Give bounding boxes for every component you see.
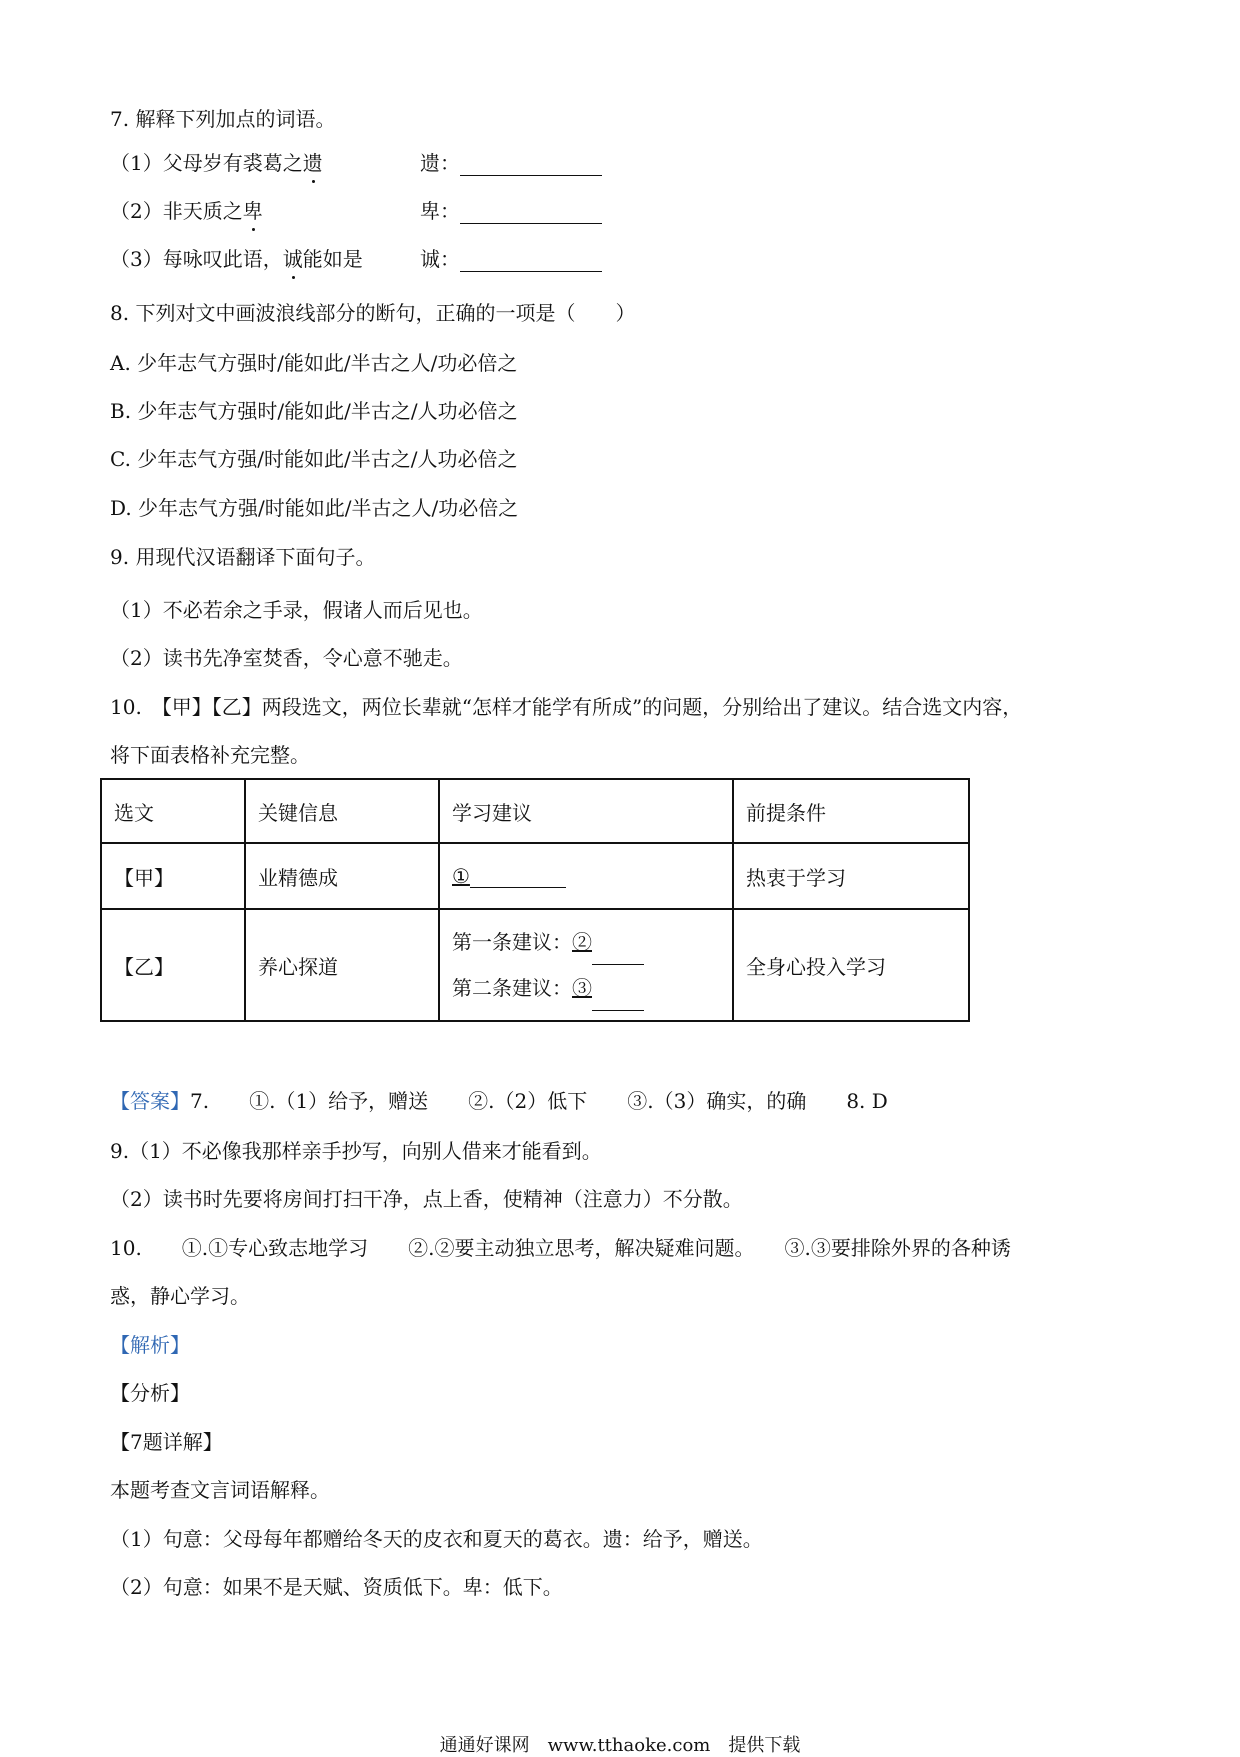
q7-item-1-blank[interactable]	[460, 153, 602, 176]
q7-item-2-answer	[420, 198, 602, 224]
analysis-q7-detail: 【7题详解】	[110, 1430, 223, 1454]
advice-2-blank[interactable]	[592, 942, 644, 965]
q7-item-2-dotted-word: 卑	[242, 199, 263, 223]
advice-3-blank[interactable]	[592, 988, 644, 1011]
table-cell-premise: 热衷于学习	[733, 843, 969, 909]
q8-option-b[interactable]: B. 少年志气方强时/能如此/半古之/人功必倍之	[110, 399, 518, 423]
table-cell-advice	[439, 843, 733, 909]
q9-item-1: （1）不必若余之手录，假诸人而后见也。	[110, 598, 483, 622]
table-header-row	[101, 779, 969, 843]
advice-1-blank[interactable]	[470, 865, 566, 888]
q8-option-a[interactable]: A. 少年志气方强时/能如此/半古之人/功必倍之	[110, 351, 518, 375]
table-row	[101, 843, 969, 909]
q7-item-1-dotted-word: 遗	[302, 151, 323, 175]
analysis-item-2: （2）句意：如果不是天赋、资质低下。卑：低下。	[110, 1575, 563, 1599]
table-cell-premise: 全身心投入学习	[733, 909, 969, 1021]
advice-2-label: 第一条建议：	[452, 930, 572, 954]
q7-item-2-label: 卑：	[420, 199, 460, 223]
q7-item-3-blank[interactable]	[460, 249, 602, 272]
answer-line-3: （2）读书时先要将房间打扫干净，点上香，使精神（注意力）不分散。	[110, 1187, 743, 1211]
table-header-cell: 前提条件	[733, 779, 969, 843]
q10-line-2: 将下面表格补充完整。	[110, 743, 310, 767]
answer-line-4: 10. ①.①专心致志地学习 ②.②要主动独立思考，解决疑难问题。 ③.③要排除外界的各种诱	[110, 1236, 1011, 1260]
q7-item-3-label: 诚：	[420, 247, 460, 271]
q7-item-1-answer	[420, 150, 602, 176]
q7-item-2-pre: （2）非天质之	[110, 199, 243, 223]
q7-item-1	[110, 150, 323, 176]
q7-item-3-dotted-word: 诚	[282, 247, 303, 271]
advice-3-line	[452, 965, 720, 1011]
table-cell-advice	[439, 909, 733, 1021]
q7-item-1-label: 遗：	[420, 151, 460, 175]
analysis-fenxi: 【分析】	[110, 1381, 190, 1405]
advice-2-line	[452, 919, 720, 965]
q7-item-3-pre: （3）每咏叹此语，	[110, 247, 283, 271]
q7-item-3-post: 能如是	[302, 247, 363, 271]
advice-3-number: ③	[572, 976, 592, 1000]
answer-tag: 【答案】	[110, 1089, 190, 1113]
answer-table	[100, 778, 970, 1022]
advice-1-number: ①	[452, 864, 470, 888]
table-cell-key: 业精德成	[245, 843, 439, 909]
q8-option-c[interactable]: C. 少年志气方强/时能如此/半古之/人功必倍之	[110, 447, 518, 471]
q8-option-d[interactable]: D. 少年志气方强/时能如此/半古之人/功必倍之	[110, 496, 519, 520]
analysis-item-1: （1）句意：父母每年都赠给冬天的皮衣和夏天的葛衣。遗：给予，赠送。	[110, 1527, 763, 1551]
analysis-tag: 【解析】	[110, 1333, 190, 1357]
advice-3-label: 第二条建议：	[452, 976, 572, 1000]
q8-title: 8. 下列对文中画波浪线部分的断句，正确的一项是（ ）	[110, 301, 636, 325]
answer-text-1: 7. ①.（1）给予，赠送 ②.（2）低下 ③.（3）确实，的确 8. D	[190, 1089, 888, 1113]
answer-line-5: 惑，静心学习。	[110, 1284, 250, 1308]
q7-item-3-answer	[420, 246, 602, 272]
q7-item-1-pre: （1）父母岁有裘葛之	[110, 151, 303, 175]
table-header-cell: 关键信息	[245, 779, 439, 843]
table-cell-key: 养心探道	[245, 909, 439, 1021]
answer-line-1	[110, 1088, 888, 1114]
q9-item-2: （2）读书先净室焚香，令心意不驰走。	[110, 646, 463, 670]
q7-item-3	[110, 246, 363, 272]
q7-item-2	[110, 198, 263, 224]
table-header-cell: 选文	[101, 779, 245, 843]
analysis-intro: 本题考查文言词语解释。	[110, 1478, 330, 1502]
page-footer: 通通好课网 www.tthaoke.com 提供下载	[439, 1735, 801, 1756]
table-header-cell: 学习建议	[439, 779, 733, 843]
q7-item-2-blank[interactable]	[460, 201, 602, 224]
answer-line-2: 9.（1）不必像我那样亲手抄写，向别人借来才能看到。	[110, 1139, 602, 1163]
q10-line-1: 10. 【甲】【乙】两段选文，两位长辈就“怎样才能学有所成”的问题，分别给出了建议。结合选文内容，	[110, 695, 1023, 719]
advice-2-number: ②	[572, 930, 592, 954]
table-cell-text: 【乙】	[101, 909, 245, 1021]
q7-title: 7. 解释下列加点的词语。	[110, 107, 336, 131]
table-row	[101, 909, 969, 1021]
table-cell-text: 【甲】	[101, 843, 245, 909]
q9-title: 9. 用现代汉语翻译下面句子。	[110, 545, 376, 569]
